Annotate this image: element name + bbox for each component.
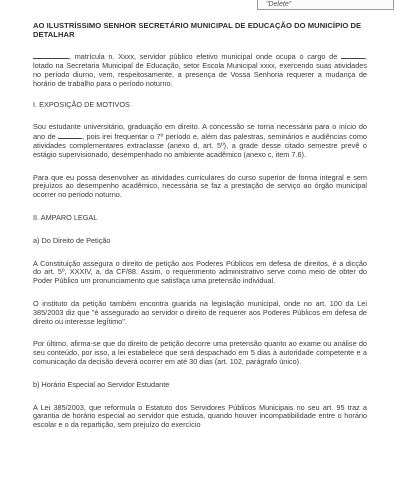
- name-blank[interactable]: [33, 52, 69, 59]
- cargo-blank[interactable]: [341, 52, 365, 59]
- motivos-paragraph-2: Para que eu possa desenvolver as atividades curriculares do curso superior de forma integral e sem prejuízos ao desempenho acadêmico, necessária se faz a prestação de serviço ao órgão municipal ocorrer no período noturno.: [33, 172, 367, 200]
- section-heading-motivos: I. EXPOSIÇÃO DE MOTIVOS: [33, 99, 130, 109]
- subsection-peticao: a) Do Direito de Petição: [33, 235, 111, 245]
- section-heading-amparo: II. AMPARO LEGAL: [33, 212, 98, 222]
- motivos-paragraph-1: Sou estudante universitário, graduação em direito. A concessão se torna necessária para o início do ano de , pois irei frequentar o 7º período e, além das palestras, seminários e audiências como atividades complementares extraclasse (anexo d, art. 5º), a grade desse citado semestre prevê o estágio supervisionado, desempenhado no ambiente acadêmico (anexo c, item 7.6).: [33, 122, 367, 159]
- peticao-paragraph-2: O instituto da petição também encontra guarida na legislação municipal, onde no art. 100 da Lei 385/2003 diz que "é assegurado ao servidor o direito de requerer aos Poderes Públicos em defesa de direito ou interesse legítimo".: [33, 298, 367, 326]
- intro-paragraph: , matrícula n. Xxxx, servidor público efetivo municipal onde ocupa o cargo de , lotado na Secretaria Municipal de Educação, setor Escola Municipal xxxx, exercendo suas atividades no período diurno, vem, respeitosamente, a presença de Vossa Senhoria requerer a mudança de horário de trabalho para o período noturno.: [33, 52, 367, 88]
- cut-off-text-line: [33, 494, 367, 500]
- document-title: AO ILUSTRÍSSIMO SENHOR SECRETÁRIO MUNICIPAL DE EDUCAÇÃO DO MUNICÍPIO DE DETALHAR: [33, 21, 362, 40]
- horario-paragraph-1: A Lei 385/2003, que reformula o Estatuto dos Servidores Públicos Municipais no seu art. 95 traz a garantia de horário especial ao servidor que estuda, quando houver incompatibilidade entre o horário escolar e o da repartição, sem prejuízo do exercício: [33, 402, 367, 430]
- peticao-paragraph-1: A Constituição assegura o direito de petição aos Poderes Públicos em defesa de direitos, é a dicção do art. 5º, XXXIV, a, da CF/88. Assim, o requerimento administrativo serve como meio de obter do Poder Público um pronunciamento que satisfaça uma pretensão individual.: [33, 258, 367, 286]
- delete-label: "Delete": [266, 1, 292, 8]
- subsection-horario-especial: b) Horário Especial ao Servidor Estudante: [33, 379, 170, 389]
- ano-blank[interactable]: [58, 132, 82, 139]
- document-body: [33, 21, 367, 430]
- peticao-paragraph-3: Por último, afirma-se que do direito de petição decorre uma pretensão quanto ao exame ou análise do seu conteúdo, por isso, a lei estabelece que será despachado em 5 dias à autoridade competente e a comunicação da decisão deverá ocorrer em até 30 dias (art. 102, parágrafo único).: [33, 339, 367, 366]
- delete-button[interactable]: [257, 0, 394, 10]
